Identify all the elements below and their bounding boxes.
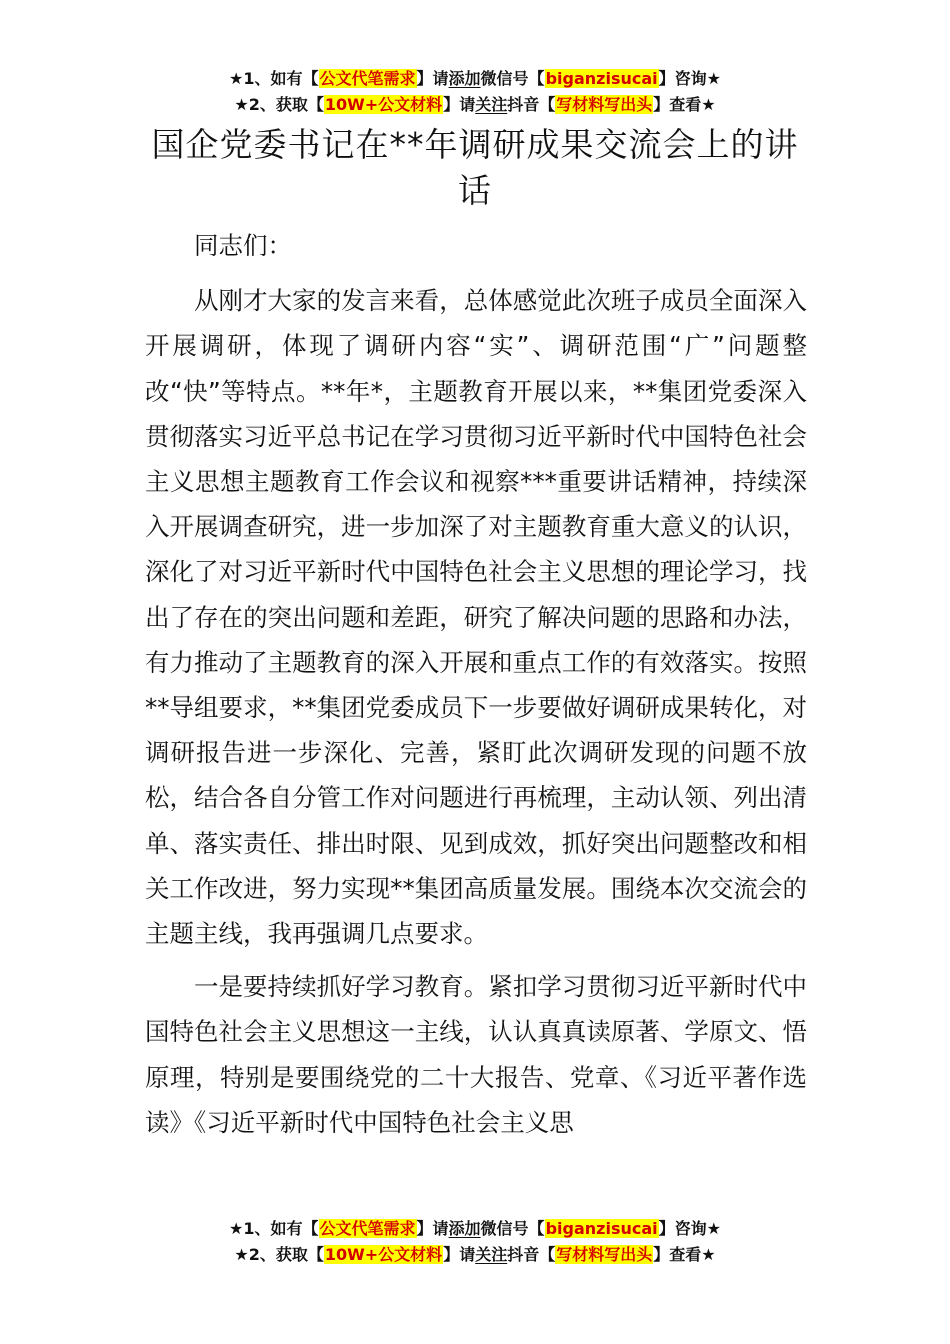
banner-line-2: ★2、获取【10W+公文材料】请关注抖音【写材料写出头】查看★	[234, 95, 716, 114]
header-banner	[0, 66, 950, 118]
banner-line-1: ★1、如有【公文代笔需求】请添加微信号【biganzisucai】咨询★	[229, 69, 721, 88]
paragraph: 一是要持续抓好学习教育。紧扣学习贯彻习近平新时代中国特色社会主义思想这一主线，认认真真读原著、学原文、悟原理，特别是要围绕党的二十大报告、党章、《习近平著作选读》《习近平新时代中国特色社会主义思	[145, 972, 807, 1137]
douyin-id-highlight: 写材料写出头	[556, 1245, 653, 1264]
banner-line-2: ★2、获取【10W+公文材料】请关注抖音【写材料写出头】查看★	[234, 1245, 716, 1264]
wechat-id-highlight: biganzisucai	[545, 1219, 658, 1238]
paragraph: 从刚才大家的发言来看，总体感觉此次班子成员全面深入开展调研，体现了调研内容“实”、调研范围“广”问题整改“快”等特点。**年*，主题教育开展以来，**集团党委深入贯彻落实习近平总书记在学习贯彻习近平新时代中国特色社会主义思想主题教育工作会议和视察***重要讲话精神，持续深入开展调查研究，进一步加深了对主题教育重大意义的认识，深化了对习近平新时代中国特色社会主义思想的理论学习，找出了存在的突出问题和差距，研究了解决问题的思路和办法，有力推动了主题教育的深入开展和重点工作的有效落实。按照**导组要求，**集团党委成员下一步要做好调研成果转化，对调研报告进一步深化、完善，紧盯此次调研发现的问题不放松，结合各自分管工作对问题进行再梳理，主动认领、列出清单、落实责任、排出时限、见到成效，抓好突出问题整改和相关工作改进，努力实现**集团高质量发展。围绕本次交流会的主题主线，我再强调几点要求。	[145, 286, 807, 949]
greeting: 同志们：	[194, 231, 292, 260]
wechat-id-highlight: biganzisucai	[545, 69, 658, 88]
service-highlight: 公文代笔需求	[319, 69, 416, 88]
footer-banner	[0, 1216, 950, 1268]
document-title: 国企党委书记在**年调研成果交流会上的讲话	[151, 125, 799, 210]
materials-highlight: 10W+公文材料	[324, 95, 443, 114]
document-body	[145, 223, 807, 1153]
banner-line-1: ★1、如有【公文代笔需求】请添加微信号【biganzisucai】咨询★	[229, 1219, 721, 1238]
materials-highlight: 10W+公文材料	[324, 1245, 443, 1264]
service-highlight: 公文代笔需求	[319, 1219, 416, 1238]
douyin-id-highlight: 写材料写出头	[556, 95, 653, 114]
